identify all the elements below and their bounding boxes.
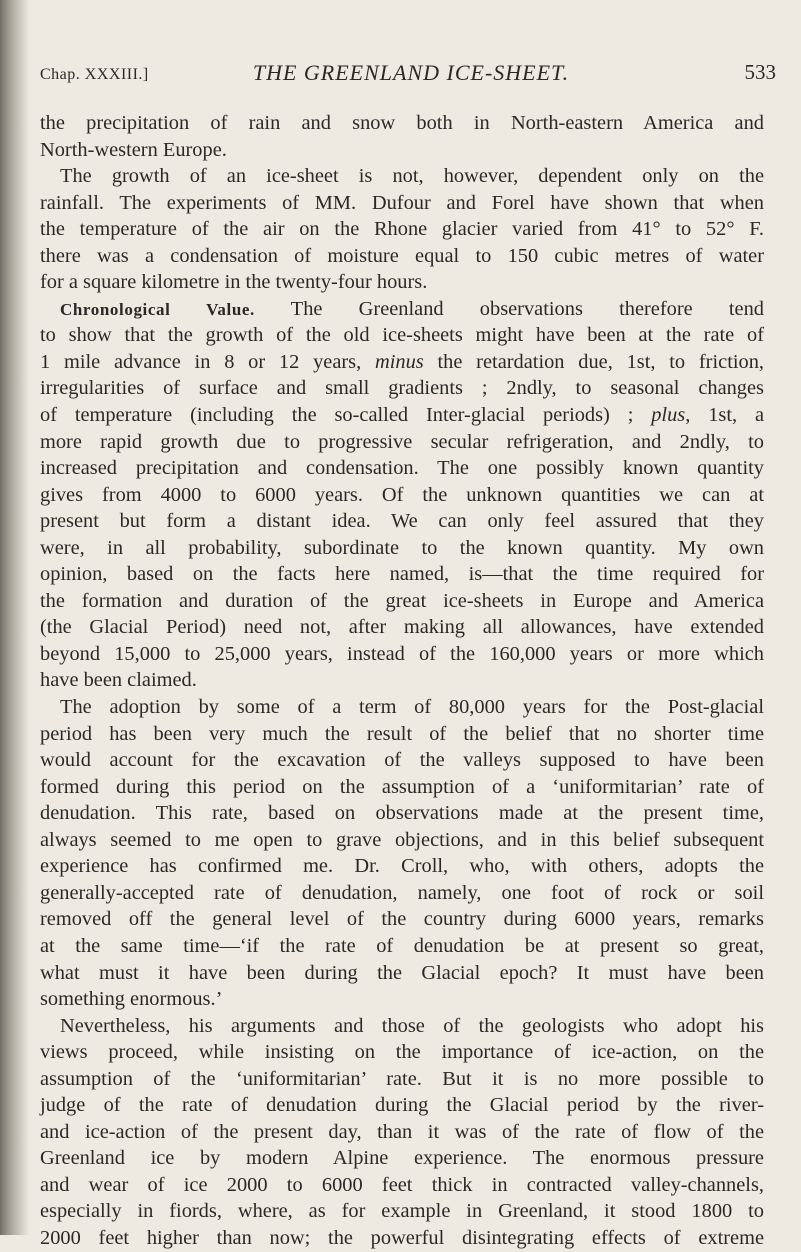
text-line: rainfall. The experiments of MM. Dufour and Forel have shown that when (40, 191, 764, 214)
chapter-label: Chap. XXXIII.] (40, 66, 149, 83)
text-line: Greenland ice by modern Alpine experience. The enormous pressure (40, 1147, 764, 1170)
text-line: The adoption by some of a term of 80,000 years for the Post-glacial (60, 696, 764, 719)
text-line: have been claimed. (40, 669, 197, 692)
text-line: gives from 4000 to 6000 years. Of the unknown quantities we can at (40, 483, 764, 506)
text-line: beyond 15,000 to 25,000 years, instead of the 160,000 years or more which (40, 642, 764, 665)
text-line: (the Glacial Period) need not, after making all allowances, have extended (40, 616, 764, 639)
text-line: increased precipitation and condensation. The one possibly known quantity (40, 457, 764, 480)
text-line: for a square kilometre in the twenty-four hours. (40, 271, 428, 294)
text-line: always seemed to me open to grave objections, and in this belief subsequent (40, 828, 764, 851)
text-line: present but form a distant idea. We can only feel assured that they (40, 510, 764, 533)
text-line: and wear of ice 2000 to 6000 feet thick in contracted valley-channels, (40, 1173, 764, 1196)
text-line: 2000 feet higher than now; the powerful disintegrating effects of extreme (40, 1226, 764, 1249)
text-line: experience has confirmed me. Dr. Croll, who, with others, adopts the (40, 855, 764, 878)
text-line: views proceed, while insisting on the importance of ice-action, on the (40, 1041, 764, 1064)
text-line: the formation and duration of the great ice-sheets in Europe and America (40, 589, 764, 612)
text-line: denudation. This rate, based on observations made at the present time, (40, 802, 764, 825)
text-line: more rapid growth due to progressive secular refrigeration, and 2ndly, to (40, 430, 764, 453)
text-line: were, in all probability, subordinate to the known quantity. My own (40, 536, 764, 559)
page-number: 533 (744, 60, 776, 84)
text-line: Nevertheless, his arguments and those of the geologists who adopt his (60, 1014, 764, 1037)
text-line: something enormous.’ (40, 988, 223, 1011)
page-title: THE GREENLAND ICE-SHEET. (252, 60, 570, 85)
text-line: 1 mile advance in 8 or 12 years, minus the retardation due, 1st, to friction, (40, 350, 765, 373)
text-line: irregularities of surface and small gradients ; 2ndly, to seasonal changes (40, 377, 764, 400)
text-line: Chronological Value. The Greenland observations therefore tend (60, 297, 764, 320)
running-head (40, 60, 782, 90)
section-heading: Chronological Value. (60, 299, 255, 319)
text-line: The growth of an ice-sheet is not, however, dependent only on the (60, 165, 764, 188)
body-text (40, 110, 764, 1252)
text-line: assumption of the ‘uniformitarian’ rate. But it is no more possible to (40, 1067, 764, 1090)
text-line: and ice-action of the present day, than it was of the rate of flow of the (40, 1120, 764, 1143)
text-line: judge of the rate of denudation during the Glacial period by the river- (40, 1094, 764, 1117)
text-line: generally-accepted rate of denudation, namely, one foot of rock or soil (40, 881, 764, 904)
text-line: formed during this period on the assumption of a ‘uniformitarian’ rate of (40, 775, 764, 798)
text-line: what must it have been during the Glacial epoch? It must have been (40, 961, 764, 984)
text-line: would account for the excavation of the valleys supposed to have been (40, 749, 764, 772)
text-line: of temperature (including the so-called Inter-glacial periods) ; plus, 1st, a (40, 404, 764, 427)
page-binding-shadow (0, 0, 30, 1235)
text-line: opinion, based on the facts here named, is—that the time required for (40, 563, 764, 586)
text-line: removed off the general level of the country during 6000 years, remarks (40, 908, 764, 931)
text-line: to show that the growth of the old ice-sheets might have been at the rate of (40, 324, 764, 347)
text-line: at the same time—‘if the rate of denudation be at present so great, (40, 934, 764, 957)
text-line: especially in fiords, where, as for example in Greenland, it stood 1800 to (40, 1200, 764, 1223)
text-line: the temperature of the air on the Rhone glacier varied from 41° to 52° F. (40, 218, 764, 241)
text-line: there was a condensation of moisture equal to 150 cubic metres of water (40, 244, 764, 267)
text-line: the precipitation of rain and snow both in North-eastern America and (40, 112, 764, 134)
text-line: North-western Europe. (40, 138, 227, 161)
text-line: period has been very much the result of the belief that no shorter time (40, 722, 764, 745)
